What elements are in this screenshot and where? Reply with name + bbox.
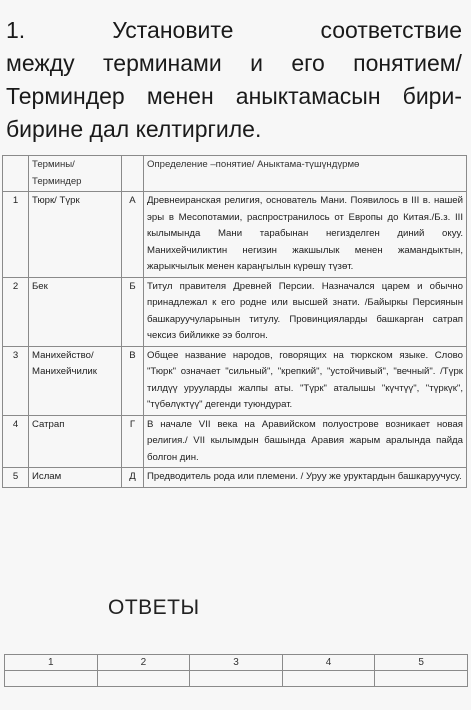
answer-column-label: 2: [97, 655, 190, 671]
row-letter: Б: [122, 277, 144, 346]
row-term: Сатрап: [29, 415, 122, 468]
row-definition: Общее название народов, говорящих на тюркском языке. Слово "Тюрк" означает "сильный", "крепкий", "устойчивый", "вечный". /Түрк тилдүү урууларды жалпы аты. "Түрк" аталышы "күчтүү", "түркүк", "түбөлүктүү" дегенди туюндурат.: [144, 346, 467, 415]
row-term: Манихейство/ Манихейчилик: [29, 346, 122, 415]
row-term: Бек: [29, 277, 122, 346]
row-definition: Титул правителя Древней Персии. Назначался царем и обычно принадлежал к его родне или высшей знати. /Байыркы Персиянын башкаруучуларынын титулу. Провинцияларды башкарган сатрап чексиз бийликке ээ болгон.: [144, 277, 467, 346]
task-line: бирине дал келтиргиле.: [6, 116, 262, 142]
task-word: и: [250, 50, 263, 76]
header-num-cell: [3, 156, 29, 192]
header-letter-cell: [122, 156, 144, 192]
table-row: [3, 277, 467, 346]
answers-input-row: [5, 671, 468, 687]
task-word: его: [291, 50, 325, 76]
row-letter: В: [122, 346, 144, 415]
answer-column-label: 1: [5, 655, 98, 671]
answer-cell[interactable]: [5, 671, 98, 687]
answer-column-label: 5: [375, 655, 468, 671]
table-row: [3, 346, 467, 415]
row-definition: Древнеиранская религия, основатель Мани. Появилось в III в. нашей эры в Месопотамии, распространилось от Европы до Китая./Б.з. III кылымында Мани тарабынан негизделген диний окуу. Манихейчиликтин негизин жакшылык менен жамандыктын, жарыкчылык менен караңгылын күрөшү түзөт.: [144, 192, 467, 278]
row-term: Ислам: [29, 468, 122, 488]
answer-column-label: 3: [190, 655, 283, 671]
header-terms: Термины/ Терминдер: [29, 156, 122, 192]
row-number: 2: [3, 277, 29, 346]
row-number: 4: [3, 415, 29, 468]
table-header-row: [3, 156, 467, 192]
answers-header-row: [5, 655, 468, 671]
row-letter: Д: [122, 468, 144, 488]
row-number: 5: [3, 468, 29, 488]
matching-table: [2, 155, 467, 488]
task-statement: [6, 14, 462, 146]
row-definition: В начале VII века на Аравийском полуострове возникает новая религия./ VII кылымдын башында Аравия жарым аралында пайда болгон дин.: [144, 415, 467, 468]
task-word: бири-: [402, 83, 462, 109]
answer-cell[interactable]: [282, 671, 375, 687]
answers-table: [4, 654, 468, 687]
row-definition: Предводитель рода или племени. / Уруу же уруктардын башкаруучусу.: [144, 468, 467, 488]
task-word: Установите: [112, 17, 234, 43]
task-word: аныктамасын: [235, 83, 381, 109]
row-term: Тюрк/ Түрк: [29, 192, 122, 278]
task-word: Терминдер: [6, 83, 125, 109]
table-row: [3, 415, 467, 468]
task-word: понятием/: [353, 50, 462, 76]
answer-cell[interactable]: [375, 671, 468, 687]
task-word: соответствие: [320, 17, 462, 43]
task-number: 1.: [6, 17, 26, 43]
row-letter: Г: [122, 415, 144, 468]
answer-cell[interactable]: [190, 671, 283, 687]
row-number: 3: [3, 346, 29, 415]
table-row: [3, 468, 467, 488]
task-word: между: [6, 50, 75, 76]
task-word: терминами: [103, 50, 222, 76]
task-word: менен: [146, 83, 214, 109]
table-row: [3, 192, 467, 278]
answer-column-label: 4: [282, 655, 375, 671]
row-letter: А: [122, 192, 144, 278]
header-definition: Определение –понятие/ Аныктама-түшүндүрмө: [144, 156, 467, 192]
answer-cell[interactable]: [97, 671, 190, 687]
answers-title: ОТВЕТЫ: [108, 596, 200, 619]
row-number: 1: [3, 192, 29, 278]
